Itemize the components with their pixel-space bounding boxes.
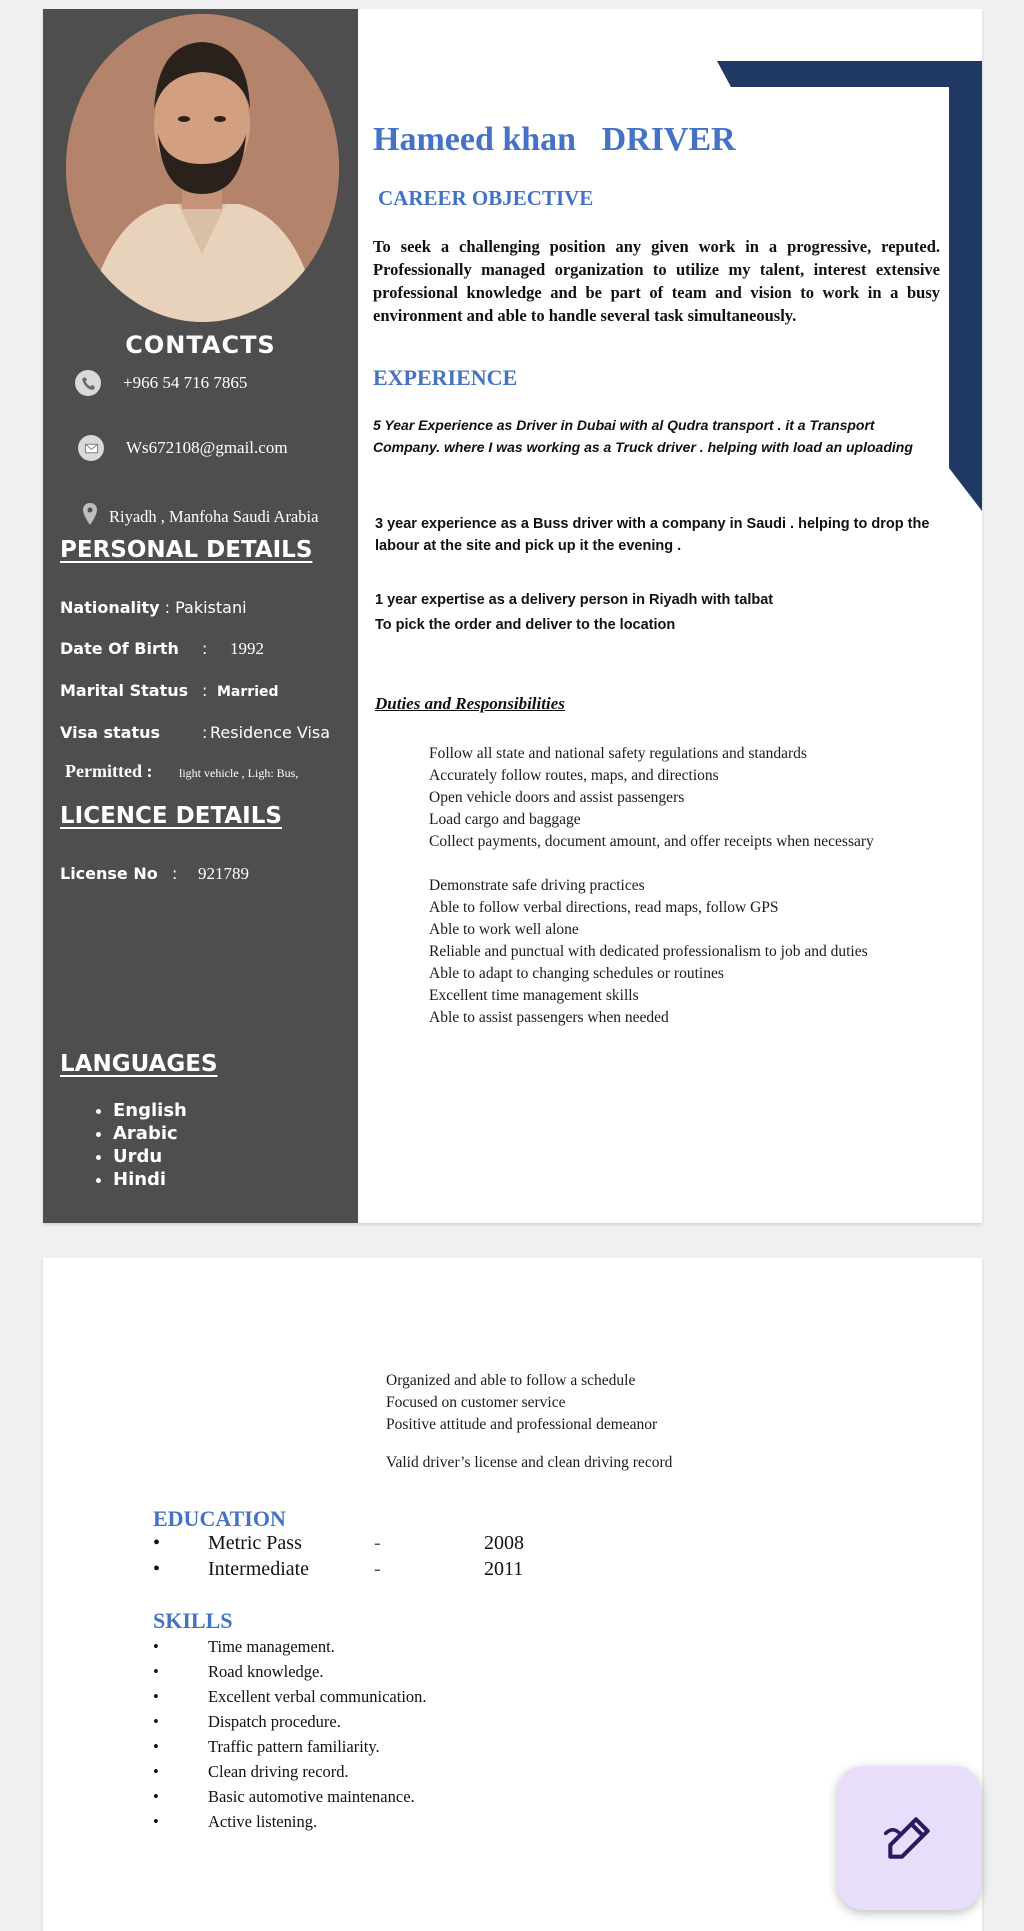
- duty-item: Focused on customer service: [386, 1394, 566, 1411]
- education-row: [153, 1558, 523, 1581]
- envelope-icon: [78, 435, 104, 461]
- contact-phone[interactable]: [75, 370, 247, 396]
- skill-text: Excellent verbal communication.: [208, 1687, 427, 1706]
- permitted-value: light vehicle , Ligh: Bus,: [179, 766, 299, 780]
- licence-details-title: LICENCE DETAILS: [60, 803, 282, 829]
- email-address: Ws672108@gmail.com: [126, 438, 288, 457]
- phone-icon: [75, 370, 101, 396]
- marital-label: Marital Status: [60, 681, 189, 700]
- contact-location: [75, 503, 318, 530]
- skill-text: Basic automotive maintenance.: [208, 1787, 415, 1806]
- bullet: •: [153, 1637, 159, 1656]
- sidebar: [43, 9, 358, 1223]
- duty-item: Able to adapt to changing schedules or routines: [429, 965, 724, 982]
- bullet: •: [153, 1558, 161, 1580]
- dob-label: Date Of Birth: [60, 639, 179, 658]
- dob-value: 1992: [230, 639, 264, 658]
- skill-item: [153, 1709, 427, 1734]
- bullet: •: [153, 1662, 159, 1681]
- education-name: Metric Pass: [208, 1532, 302, 1554]
- duty-item-license: Valid driver’s license and clean driving record: [386, 1454, 673, 1471]
- bullet: •: [153, 1712, 159, 1731]
- skill-text: Traffic pattern familiarity.: [208, 1737, 380, 1756]
- duty-item: Able to follow verbal directions, read maps, follow GPS: [429, 899, 779, 916]
- duty-item: Accurately follow routes, maps, and directions: [429, 767, 719, 784]
- edit-fab-button[interactable]: [837, 1766, 981, 1910]
- visa-label: Visa status: [60, 723, 161, 742]
- dob-row: [60, 639, 264, 659]
- language-item: • English: [113, 1099, 187, 1122]
- skill-text: Road knowledge.: [208, 1662, 324, 1681]
- location-text: Riyadh , Manfoha Saudi Arabia: [109, 506, 319, 526]
- duty-item: Able to work well alone: [429, 921, 579, 938]
- skill-item: [153, 1684, 427, 1709]
- personal-details-title: PERSONAL DETAILS: [60, 537, 313, 563]
- nationality-value: Pakistani: [175, 598, 247, 617]
- skill-text: Dispatch procedure.: [208, 1712, 341, 1731]
- edit-pen-icon: [881, 1810, 937, 1866]
- skill-item: [153, 1634, 427, 1659]
- marital-row: [60, 681, 279, 700]
- profile-photo: [66, 14, 339, 322]
- career-objective-title: CAREER OBJECTIVE: [378, 186, 594, 210]
- duty-item: Follow all state and national safety regulations and standards: [429, 745, 807, 762]
- skill-text: Clean driving record.: [208, 1762, 349, 1781]
- bullet: •: [153, 1812, 159, 1831]
- skills-list: [153, 1634, 427, 1834]
- education-year: 2011: [484, 1558, 524, 1580]
- marital-sep: :: [202, 681, 208, 700]
- bullet: •: [153, 1532, 161, 1554]
- duty-item: Open vehicle doors and assist passengers: [429, 789, 685, 806]
- license-row: [60, 864, 249, 884]
- skills-title: SKILLS: [153, 1608, 233, 1633]
- skill-item: [153, 1809, 427, 1834]
- skill-item: [153, 1659, 427, 1684]
- duties-list-3: [386, 1370, 657, 1436]
- bullet: •: [153, 1787, 159, 1806]
- education-name: Intermediate: [208, 1558, 310, 1580]
- license-label: License No: [60, 864, 158, 883]
- languages-title: LANGUAGES: [60, 1051, 218, 1077]
- contact-email[interactable]: [78, 435, 288, 461]
- skill-text: Time management.: [208, 1637, 335, 1656]
- duties-list-1: [429, 743, 874, 853]
- nationality-label: Nationality: [60, 598, 160, 617]
- experience-title: EXPERIENCE: [373, 365, 518, 390]
- phone-number: +966 54 716 7865: [123, 373, 248, 392]
- language-item: • Urdu: [113, 1145, 187, 1168]
- education-row: [153, 1532, 524, 1555]
- dob-sep: :: [202, 639, 208, 658]
- map-pin-icon: [83, 503, 97, 530]
- visa-sep: :: [202, 723, 208, 742]
- bullet: •: [153, 1737, 159, 1756]
- education-year: 2008: [484, 1532, 524, 1554]
- duty-item: Excellent time management skills: [429, 987, 639, 1004]
- duties-list-2: [429, 875, 868, 1029]
- duties-title: Duties and Responsibilities: [375, 694, 565, 713]
- career-objective-text: To seek a challenging position any given work in a progressive, reputed. Professionally managed organization to utilize my talent, interest extensive professional knowledge and be part of team and vision to work in a busy environment and able to handle several task simultaneously.: [373, 237, 940, 325]
- experience-item: To pick the order and deliver to the location: [375, 617, 676, 633]
- duty-item: Organized and able to follow a schedule: [386, 1372, 636, 1389]
- license-sep: :: [172, 864, 178, 883]
- duty-item: Reliable and punctual with dedicated professionalism to job and duties: [429, 943, 868, 960]
- contacts-title: CONTACTS: [125, 331, 276, 359]
- resume-page-1: [43, 9, 982, 1223]
- bullet: •: [153, 1762, 159, 1781]
- duty-item: Positive attitude and professional demeanor: [386, 1416, 658, 1433]
- candidate-name-title: Hameed khan DRIVER: [373, 121, 736, 158]
- education-title: EDUCATION: [153, 1506, 286, 1531]
- marital-value: Married: [217, 684, 279, 700]
- duty-item: Able to assist passengers when needed: [429, 1009, 669, 1026]
- skill-text: Active listening.: [208, 1812, 318, 1831]
- education-dash: -: [374, 1532, 381, 1554]
- nationality-row: [60, 598, 247, 617]
- experience-item: 1 year expertise as a delivery person in Riyadh with talbat: [375, 592, 774, 608]
- duty-item: Collect payments, document amount, and offer receipts when necessary: [429, 833, 874, 850]
- permitted-label: Permitted :: [65, 761, 153, 781]
- languages-list: [89, 1099, 187, 1191]
- skill-item: [153, 1784, 427, 1809]
- permitted-row: [65, 761, 298, 782]
- language-item: • Arabic: [113, 1122, 187, 1145]
- skill-item: [153, 1759, 427, 1784]
- experience-item: 5 Year Experience as Driver in Dubai with al Qudra transport . it a Transport Company. where I was working as a Truck driver . helping with load an uploading: [373, 417, 913, 455]
- visa-row: [60, 723, 330, 742]
- visa-value: Residence Visa: [210, 723, 331, 742]
- nationality-sep: :: [159, 598, 176, 617]
- license-value: 921789: [198, 864, 249, 883]
- duty-item: Demonstrate safe driving practices: [429, 877, 645, 894]
- education-dash: -: [374, 1558, 381, 1580]
- bullet: •: [153, 1687, 159, 1706]
- skill-item: [153, 1734, 427, 1759]
- duty-item: Load cargo and baggage: [429, 811, 581, 828]
- experience-item: 3 year experience as a Buss driver with a company in Saudi . helping to drop the labour at the site and pick up it the evening .: [375, 516, 930, 554]
- language-item: • Hindi: [113, 1168, 187, 1191]
